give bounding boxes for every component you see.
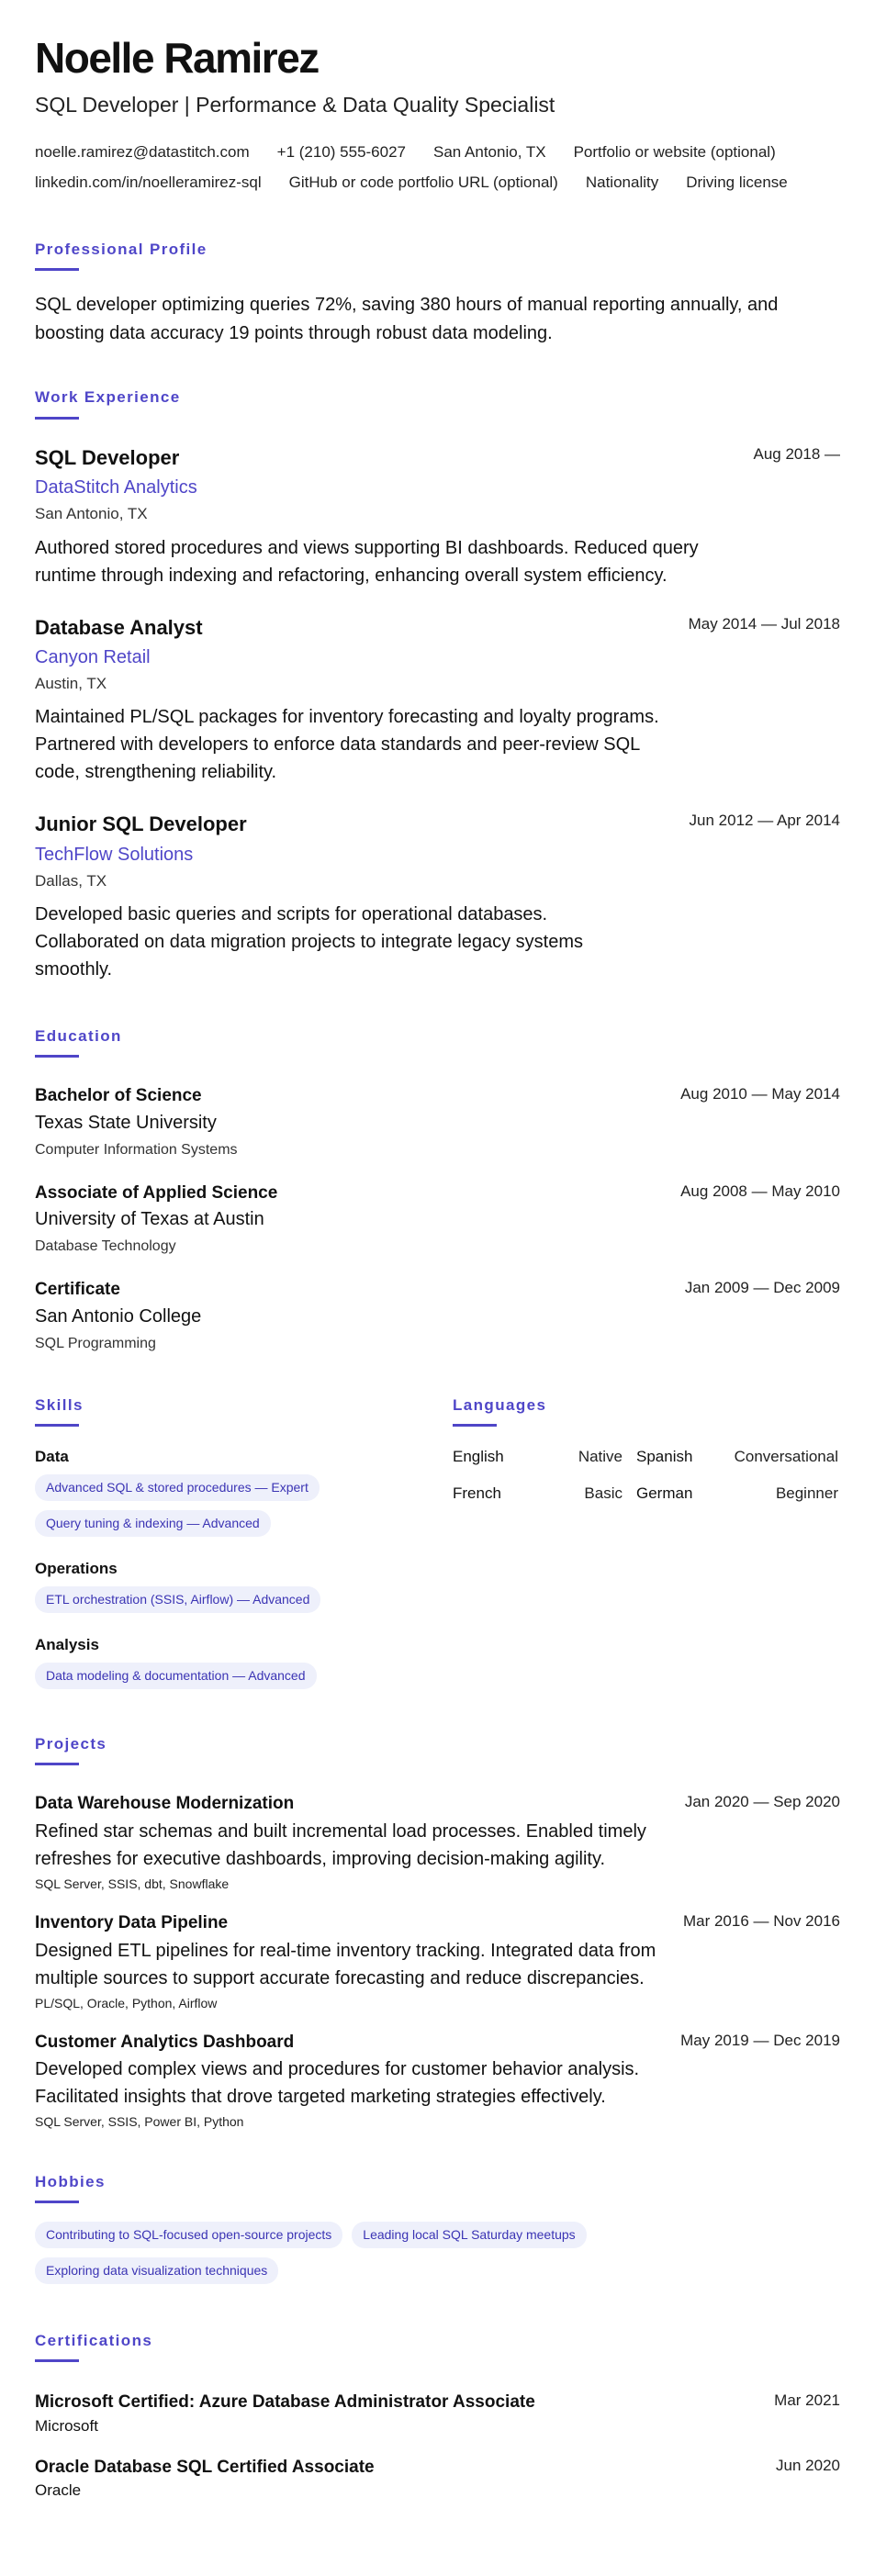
job-entry [35, 445, 840, 589]
job-description: Maintained PL/SQL packages for inventory forecasting and loyalty programs. Partnered with developers to enforce data standards and peer-review SQL code, strengthening reliability. [35, 707, 659, 783]
hobby-chip: Exploring data visualization techniques [35, 2257, 278, 2284]
contact-phone[interactable]: +1 (210) 555-6027 [276, 142, 406, 161]
certification-name: Microsoft Certified: Azure Database Administrator Associate [35, 2392, 535, 2413]
skill-group [35, 1559, 453, 1622]
job-dates: Jun 2012 — Apr 2014 [689, 812, 840, 830]
certification-entry [35, 2457, 840, 2502]
skills-languages-row [35, 1396, 840, 1698]
job-description: Developed basic queries and scripts for operational databases. Collaborated on data migration projects to integrate legacy systems smoothly. [35, 903, 583, 980]
section-divider [453, 1424, 497, 1427]
project-dates: May 2019 — Dec 2019 [680, 2031, 840, 2049]
certification-issuer: Oracle [35, 2481, 82, 2500]
resume-header [35, 34, 840, 193]
skill-group [35, 1447, 453, 1546]
candidate-headline: SQL Developer | Performance & Data Quality Specialist [35, 93, 555, 117]
contact-row-1 [35, 142, 840, 162]
profile-summary: SQL developer optimizing queries 72%, saving 380 hours of manual reporting annually, and boosting data accuracy 19 points through robust data modeling. [35, 295, 779, 344]
job-location: San Antonio, TX [35, 505, 148, 523]
job-title: SQL Developer [35, 445, 180, 469]
job-title: Junior SQL Developer [35, 812, 247, 836]
language-name: English [453, 1448, 504, 1466]
skill-group-name: Data [35, 1448, 69, 1466]
hobbies-section [35, 2173, 840, 2293]
project-name: Data Warehouse Modernization [35, 1794, 295, 1814]
skills-section [35, 1396, 453, 1698]
education-school: Texas State University [35, 1113, 217, 1133]
section-divider [35, 268, 79, 271]
project-entry [35, 2032, 840, 2131]
language-level: Basic [584, 1484, 623, 1503]
certification-date: Jun 2020 [776, 2456, 840, 2474]
certification-name: Oracle Database SQL Certified Associate [35, 2457, 375, 2477]
skill-chip: Advanced SQL & stored procedures — Expert [35, 1474, 320, 1501]
language-name: Spanish [636, 1448, 693, 1466]
project-entry [35, 1912, 840, 2011]
education-school: San Antonio College [35, 1305, 202, 1327]
contact-driving-license: Driving license [686, 173, 788, 191]
language-item [453, 1447, 636, 1467]
contact-row-2 [35, 173, 840, 193]
language-name: German [636, 1484, 693, 1503]
section-divider [35, 417, 79, 420]
language-item [453, 1484, 636, 1504]
section-title: Hobbies [35, 2172, 106, 2190]
skill-chip: Query tuning & indexing — Advanced [35, 1510, 271, 1537]
education-degree: Bachelor of Science [35, 1086, 202, 1106]
project-description: Refined star schemas and built incremental load processes. Enabled timely refreshes for executive dashboards, improving decision-making agility. [35, 1820, 646, 1869]
job-company: Canyon Retail [35, 647, 151, 668]
contact-linkedin[interactable]: linkedin.com/in/noelleramirez-sql [35, 173, 262, 191]
education-entry [35, 1279, 840, 1353]
job-title: Database Analyst [35, 615, 203, 639]
job-entry [35, 615, 840, 787]
contact-location: San Antonio, TX [433, 142, 546, 161]
skill-chip-list [35, 1586, 453, 1622]
job-dates: May 2014 — Jul 2018 [688, 614, 840, 633]
certification-issuer: Microsoft [35, 2416, 98, 2435]
language-item [636, 1447, 838, 1467]
projects-section [35, 1735, 840, 2131]
education-entry [35, 1182, 840, 1257]
project-description: Developed complex views and procedures for customer behavior analysis. Facilitated insights that drove targeted marketing strategies effectively. [35, 2059, 640, 2108]
candidate-name: Noelle Ramirez [35, 34, 319, 82]
education-field: Database Technology [35, 1238, 176, 1255]
project-name: Inventory Data Pipeline [35, 1912, 229, 1932]
project-dates: Mar 2016 — Nov 2016 [682, 1911, 840, 1930]
section-title: Languages [453, 1395, 547, 1414]
education-degree: Certificate [35, 1280, 120, 1300]
education-degree: Associate of Applied Science [35, 1182, 278, 1203]
education-dates: Jan 2009 — Dec 2009 [684, 1279, 840, 1297]
skill-chip-list [35, 1663, 453, 1698]
section-title: Professional Profile [35, 241, 208, 259]
section-title: Work Experience [35, 388, 181, 407]
certification-entry [35, 2391, 840, 2436]
language-name: French [453, 1484, 501, 1503]
contact-email[interactable]: noelle.ramirez@datastitch.com [35, 142, 250, 161]
section-divider [35, 2201, 79, 2203]
contact-portfolio[interactable]: Portfolio or website (optional) [573, 142, 776, 161]
section-title: Projects [35, 1734, 107, 1753]
project-tech-stack: PL/SQL, Oracle, Python, Airflow [35, 1995, 218, 2010]
section-divider [35, 1763, 79, 1765]
project-dates: Jan 2020 — Sep 2020 [684, 1793, 840, 1811]
job-location: Dallas, TX [35, 871, 107, 890]
job-entry [35, 812, 840, 983]
job-dates: Aug 2018 — [753, 444, 840, 463]
skill-chip: Data modeling & documentation — Advanced [35, 1663, 317, 1689]
skill-chip-list [35, 1474, 453, 1546]
project-description: Designed ETL pipelines for real-time inventory tracking. Integrated data from multiple sources to support accurate forecasting and reduce discrepancies. [35, 1940, 656, 1988]
project-tech-stack: SQL Server, SSIS, Power BI, Python [35, 2114, 244, 2130]
section-title: Skills [35, 1395, 84, 1414]
job-location: Austin, TX [35, 675, 107, 693]
language-level: Beginner [775, 1484, 838, 1503]
certification-date: Mar 2021 [774, 2391, 840, 2410]
project-name: Customer Analytics Dashboard [35, 2032, 295, 2052]
certifications-section [35, 2332, 840, 2502]
section-divider [35, 1055, 79, 1058]
section-title: Certifications [35, 2331, 153, 2349]
language-item [636, 1484, 838, 1504]
skill-chip: ETL orchestration (SSIS, Airflow) — Advanced [35, 1586, 320, 1613]
skill-group-name: Analysis [35, 1635, 99, 1653]
hobby-chip-list [35, 2222, 840, 2293]
skill-group-name: Operations [35, 1559, 118, 1577]
contact-github[interactable]: GitHub or code portfolio URL (optional) [288, 173, 558, 191]
education-field: SQL Programming [35, 1335, 156, 1351]
language-list [453, 1447, 838, 1504]
education-dates: Aug 2010 — May 2014 [680, 1085, 840, 1103]
job-company: TechFlow Solutions [35, 844, 194, 865]
profile-section [35, 241, 840, 348]
section-divider [35, 2359, 79, 2362]
education-section [35, 1027, 840, 1354]
hobby-chip: Leading local SQL Saturday meetups [352, 2222, 586, 2248]
languages-section [453, 1396, 838, 1698]
skill-group [35, 1635, 453, 1698]
project-tech-stack: SQL Server, SSIS, dbt, Snowflake [35, 1876, 230, 1891]
experience-section [35, 388, 840, 982]
education-field: Computer Information Systems [35, 1142, 238, 1158]
project-entry [35, 1793, 840, 1892]
education-entry [35, 1085, 840, 1159]
education-school: University of Texas at Austin [35, 1209, 264, 1230]
education-dates: Aug 2008 — May 2010 [680, 1182, 840, 1200]
job-description: Authored stored procedures and views supporting BI dashboards. Reduced query runtime through indexing and refactoring, enhancing overall system efficiency. [35, 537, 699, 586]
job-company: DataStitch Analytics [35, 477, 197, 498]
language-level: Conversational [734, 1448, 838, 1466]
language-level: Native [578, 1448, 623, 1466]
hobby-chip: Contributing to SQL-focused open-source projects [35, 2222, 342, 2248]
contact-nationality: Nationality [585, 173, 659, 191]
section-title: Education [35, 1026, 122, 1045]
section-divider [35, 1424, 79, 1427]
